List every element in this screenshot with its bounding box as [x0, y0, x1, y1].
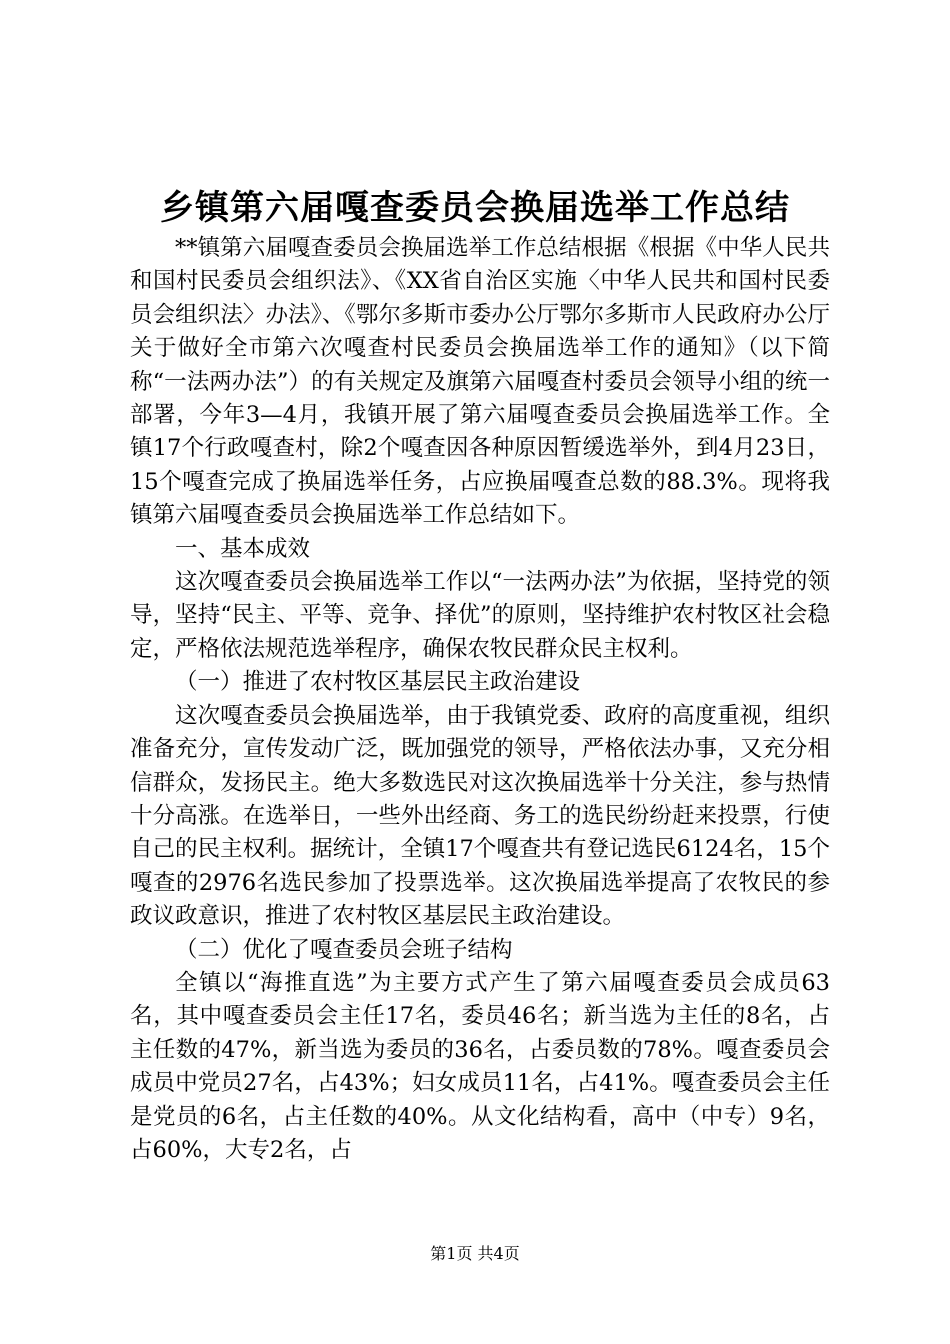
- basic-results-paragraph: 这次嘎查委员会换届选举工作以“一法两办法”为依据，坚持党的领导，坚持“民主、平等、竞争、择优”的原则，坚持维护农村牧区社会稳定，严格依法规范选举程序，确保农牧民群众民主权利。: [130, 569, 830, 662]
- subsection-heading-2: （二）优化了嘎查委员会班子结构: [175, 936, 513, 963]
- document-body: [130, 232, 830, 1167]
- page-number-footer: 第1页 共4页: [430, 1244, 520, 1263]
- document-title: 乡镇第六届嘎查委员会换届选举工作总结: [160, 188, 790, 228]
- subsection-1-paragraph: 这次嘎查委员会换届选举，由于我镇党委、政府的高度重视，组织准备充分，宣传发动广泛，既加强党的领导，严格依法办事，又充分相信群众，发扬民主。绝大多数选民对这次换届选举十分关注，参与热情十分高涨。在选举日，一些外出经商、务工的选民纷纷赶来投票，行使自己的民主权利。据统计，全镇17个嘎查共有登记选民6124名，15个嘎查的2976名选民参加了投票选举。这次换届选举提高了农牧民的参政议政意识，推进了农村牧区基层民主政治建设。: [130, 702, 830, 930]
- section-heading-basic-results: 一、基本成效: [175, 535, 311, 562]
- subsection-2-paragraph: 全镇以“海推直选”为主要方式产生了第六届嘎查委员会成员63名，其中嘎查委员会主任17名，委员46名；新当选为主任的8名，占主任数的47%，新当选为委员的36名，占委员数的78%。嘎查委员会成员中党员27名，占43%；妇女成员11名，占41%。嘎查委员会主任是党员的6名，占主任数的40%。从文化结构看，高中（中专）9名，占60%，大专2名，占: [130, 969, 830, 1163]
- subsection-heading-1: （一）推进了农村牧区基层民主政治建设: [175, 669, 581, 696]
- intro-paragraph: **镇第六届嘎查委员会换届选举工作总结根据《根据《中华人民共和国村民委员会组织法》、《XX省自治区实施〈中华人民共和国村民委员会组织法〉办法》、《鄂尔多斯市委办公厅鄂尔多斯市人民政府办公厅关于做好全市第六次嘎查村民委员会换届选举工作的通知》（以下简称“一法两办法”）的有关规定及旗第六届嘎查村委员会领导小组的统一部署，今年3—4月，我镇开展了第六届嘎查委员会换届选举工作。全镇17个行政嘎查村，除2个嘎查因各种原因暂缓选举外，到4月23日，15个嘎查完成了换届选举任务，占应换届嘎查总数的88.3%。现将我镇第六届嘎查委员会换届选举工作总结如下。: [130, 235, 830, 529]
